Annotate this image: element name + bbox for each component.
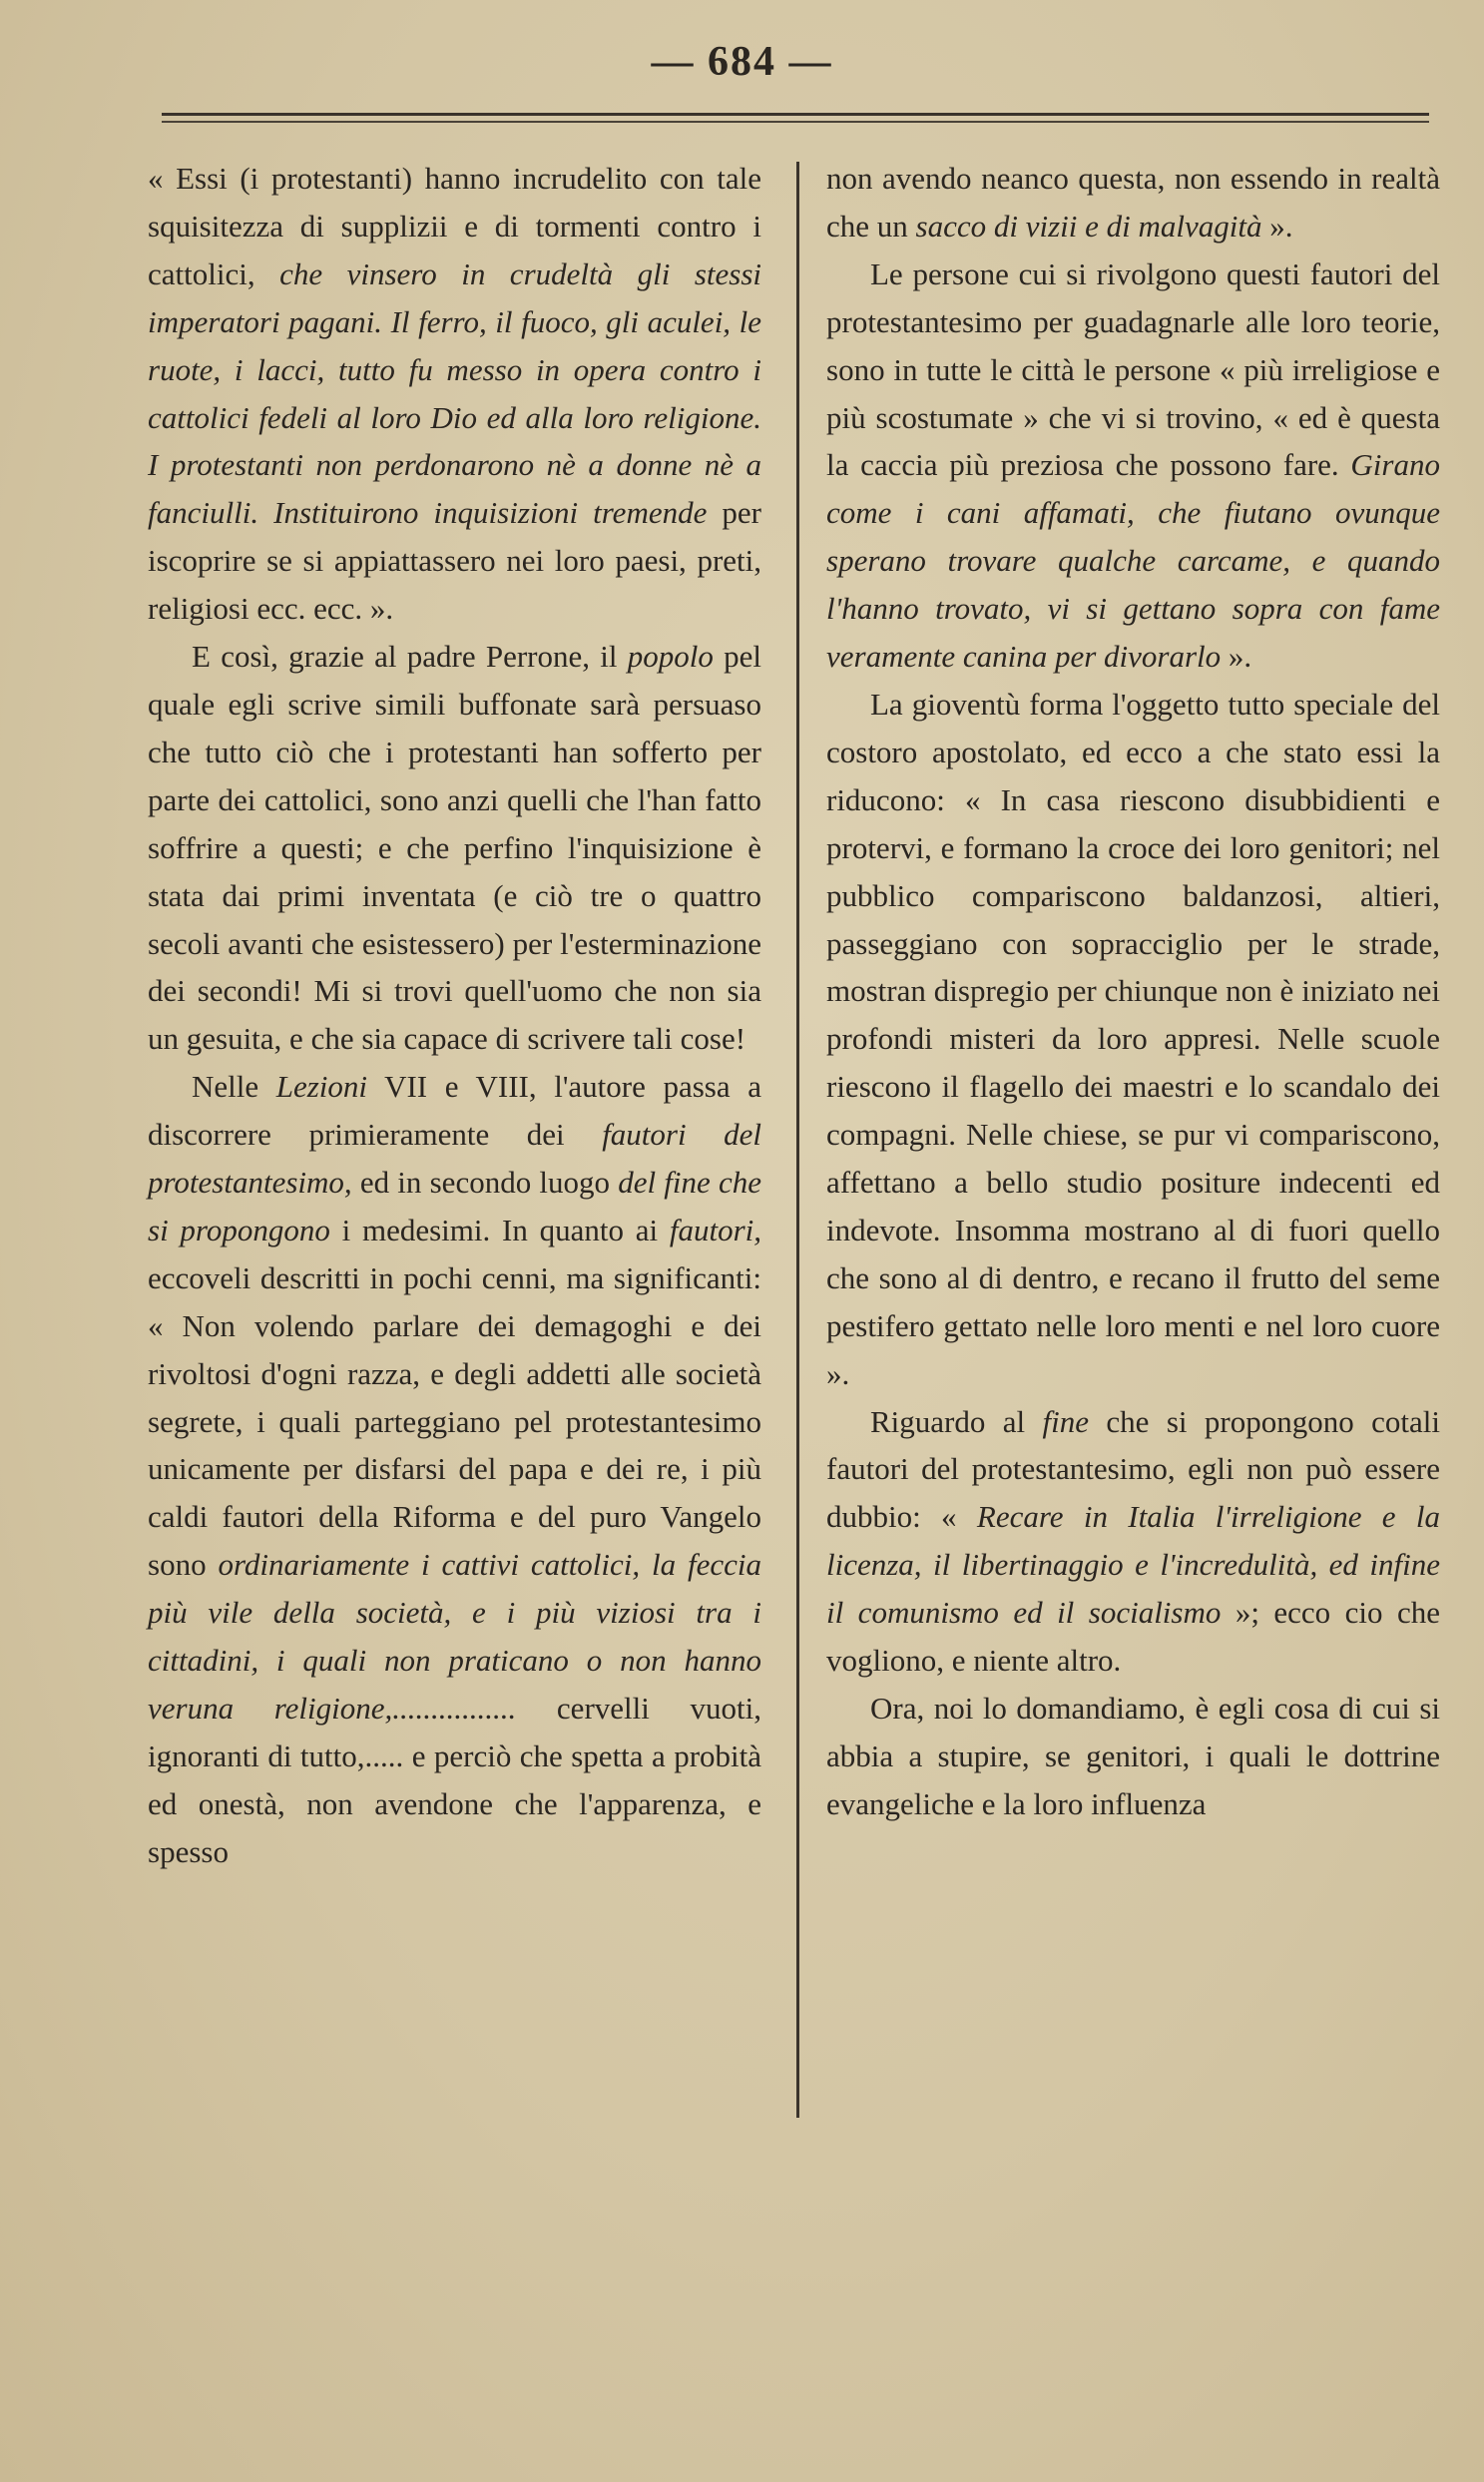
- text-run: « Essi (i protestanti) hanno incrudelito con tale squisitezza di supplizii e di tormenti contro i cattolici,: [148, 161, 761, 291]
- italic-text: ordinariamente i cattivi cattolici, la feccia più vile della società, e i più viziosi tra i cittadini, i quali non praticano o non hanno veruna religione,................: [148, 1547, 761, 1726]
- right-column: [826, 155, 1440, 1828]
- text-run: VII e VIII, l'autore passa a discorrere primieramente dei: [148, 1069, 761, 1153]
- italic-text: fine: [1042, 1403, 1090, 1439]
- italic-text: fautori del protestantesimo,: [148, 1117, 762, 1201]
- page-number: — 684 —: [651, 39, 833, 85]
- paragraph: [826, 1398, 1440, 1685]
- text-run: ».: [1221, 639, 1252, 675]
- left-column: [148, 155, 761, 1876]
- text-run: eccoveli descritti in pochi cenni, ma significanti: « Non volendo parlare dei demagoghi e dei rivoltosi d'ogni razza, e degli addetti alle società segrete, i quali parteggiano pel protestantesimo unicamente per disfarsi del papa e dei re, i più caldi fautori della Riforma e del puro Vangelo sono: [148, 1259, 761, 1583]
- text-run: Le persone cui si rivolgono questi fautori del protestantesimo per guadagnarle alle loro teorie, sono in tutte le città le persone « più irreligiose e più scostumate » che vi si trovino, « ed è questa la caccia più preziosa che possono fare.: [826, 255, 1440, 483]
- text-run: i medesimi. In quanto ai: [329, 1212, 670, 1247]
- italic-text: Lezioni: [275, 1069, 368, 1105]
- paragraph: [826, 250, 1440, 681]
- column-divider: [796, 162, 799, 2118]
- paragraph: [148, 633, 761, 1063]
- text-run: La gioventù forma l'oggetto tutto speciale del costoro apostolato, ed ecco a che stato essi la riducono: « In casa riescono disubbidienti e protervi, e formano la croce dei loro genitori; nel pubblico compariscono baldanzosi, altieri, passeggiano con sopracciglio per le strade, mostran dispregio per chiunque non è iniziato nei profondi misteri da loro appresi. Nelle scuole riescono il flagello dei maestri e lo scandalo dei compagni. Nelle chiese, se pur vi compariscono, affettano a bello studio positure indecenti ed indevote. Insomma mostrano al di fuori quello che sono al di dentro, e recano il frutto del seme pestifero gettato nelle loro menti e nel loro cuore ».: [826, 686, 1440, 1391]
- text-run: E così, grazie al padre Perrone, il: [192, 639, 628, 675]
- italic-text: sacco di vizii e di malvagità: [915, 208, 1262, 244]
- text-run: Ora, noi lo domandiamo, è egli cosa di cui si abbia a stupire, se genitori, i quali le dottrine evangeliche e la loro influenza: [826, 1691, 1440, 1821]
- text-run: ».: [1261, 208, 1293, 244]
- italic-text: Recare in Italia l'irreligione e la licenza, il libertinaggio e l'incredulità, ed infine il comunismo ed il socialismo: [826, 1499, 1440, 1631]
- text-run: cervelli vuoti, ignoranti di tutto,..... e perciò che spetta a probità ed onestà, non avendone che l'apparenza, e spesso: [148, 1691, 761, 1869]
- italic-text: fautori,: [669, 1212, 762, 1247]
- italic-text: Girano come i cani affamati, che fiutano ovunque sperano trovare qualche carcame, e quando l'hanno trovato, vi si gettano sopra con fame veramente canina per divorarlo: [826, 447, 1440, 675]
- text-run: »; ecco cio che vogliono, e niente altro.: [826, 1595, 1440, 1679]
- text-run: che si propongono cotali fautori del protestantesimo, egli non può essere dubbio: «: [826, 1403, 1440, 1535]
- italic-text: popolo: [627, 639, 714, 675]
- paragraph: [826, 681, 1440, 1398]
- text-run: ed in secondo luogo: [351, 1165, 619, 1201]
- paragraph: [826, 155, 1440, 250]
- paragraph: [148, 1063, 761, 1875]
- italic-text: che vinsero in crudeltà gli stessi imperatori pagani. Il ferro, il fuoco, gli aculei, le ruote, i lacci, tutto fu messo in opera contro i cattolici fedeli al loro Dio ed alla loro religione. I protestanti non perdonarono nè a donne nè a fanciulli. Instituirono inquisizioni tremende: [148, 255, 762, 531]
- text-run: pel quale egli scrive simili buffonate sarà persuaso che tutto ciò che i protestanti han sofferto per parte dei cattolici, sono anzi quelli che l'han fatto soffrire a questi; e che perfino l'inquisizione è stata dai primi inventata (e ciò tre o quattro secoli avanti che esistessero) per l'esterminazione dei secondi! Mi si trovi quell'uomo che non sia un gesuita, e che sia capace di scrivere tali cose!: [148, 639, 762, 1057]
- text-run: Nelle: [192, 1069, 276, 1105]
- text-run: Riguardo al: [870, 1403, 1043, 1439]
- italic-text: del fine che si propongono: [148, 1165, 761, 1247]
- text-run: per iscoprire se si appiattassero nei loro paesi, preti, religiosi ecc. ecc. ».: [148, 495, 761, 627]
- text-run: non avendo neanco questa, non essendo in realtà che un: [826, 161, 1440, 244]
- paragraph: [148, 155, 761, 633]
- header-rule: [162, 113, 1429, 123]
- paragraph: [826, 1685, 1440, 1828]
